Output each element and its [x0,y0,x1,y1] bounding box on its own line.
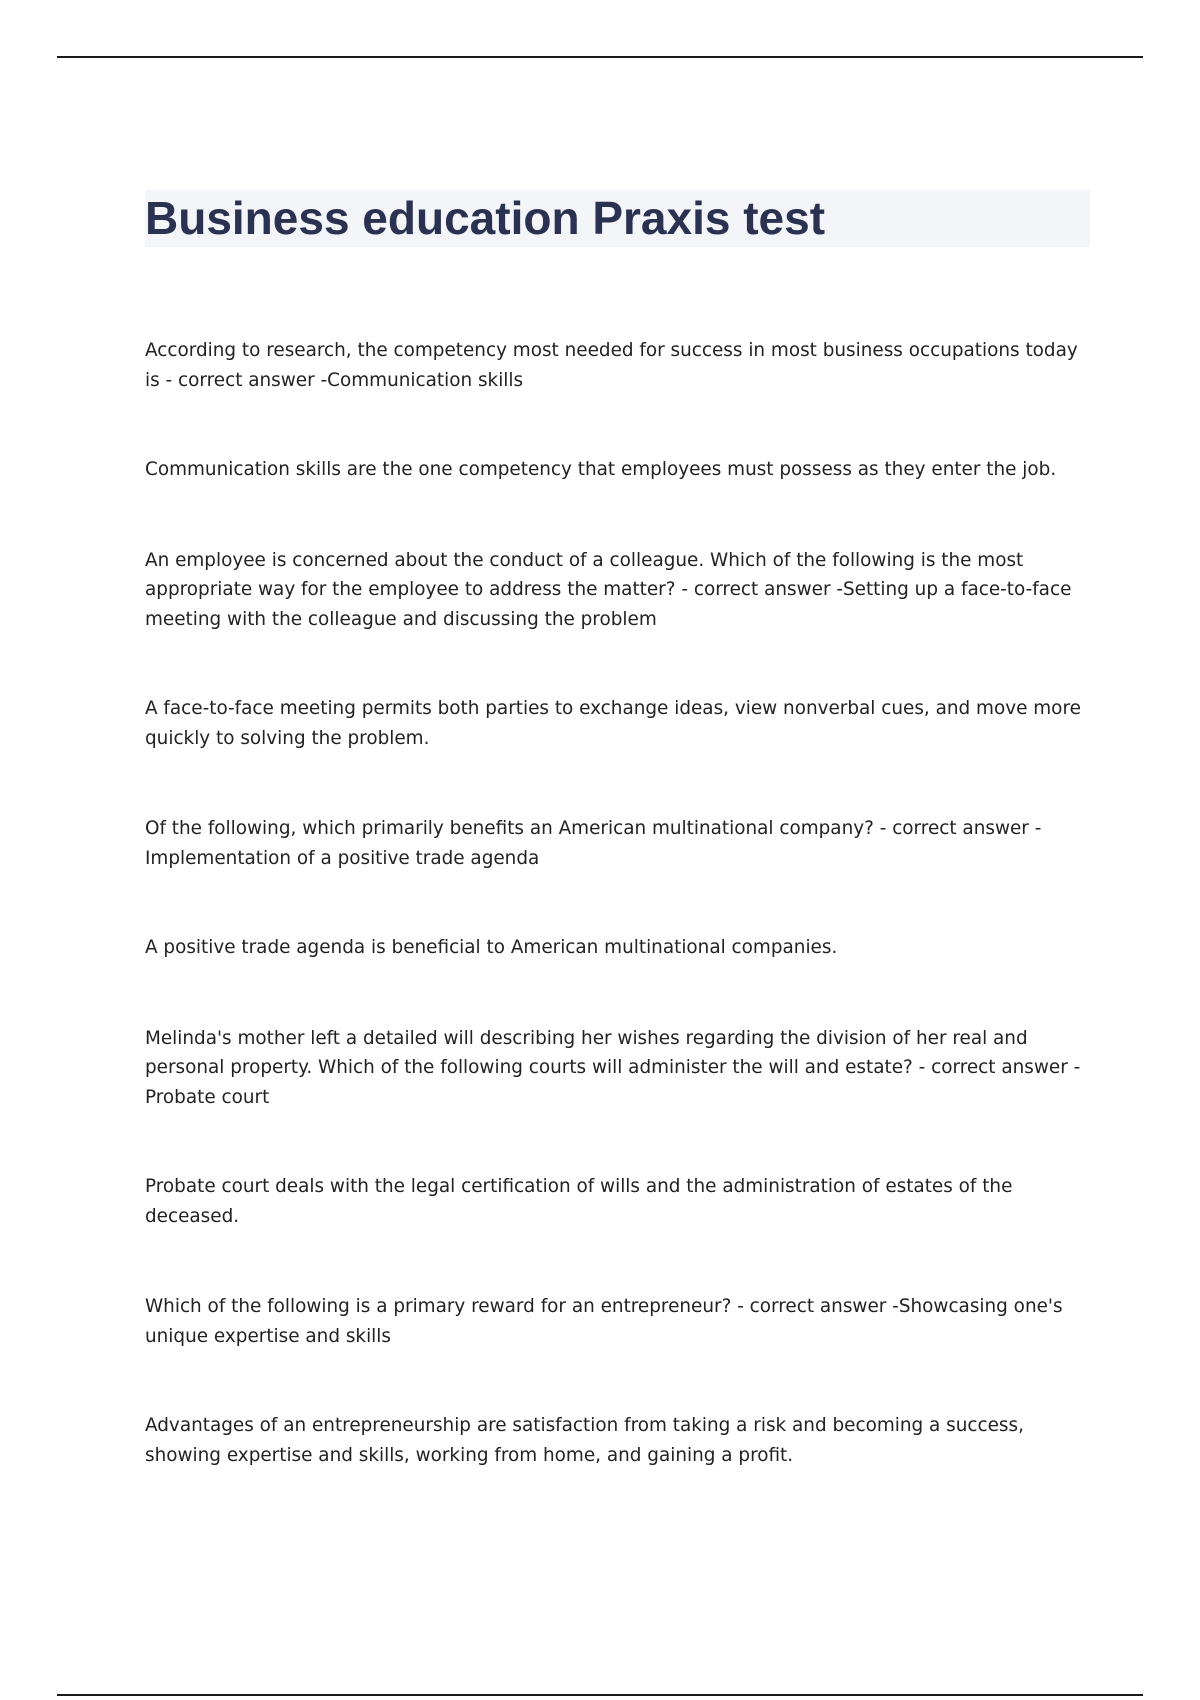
explanation-1: Communication skills are the one competency that employees must possess as they enter the job. [145,459,1057,480]
explanation-4: Probate court deals with the legal certification of wills and the administration of estates of the deceased. [145,1176,1013,1227]
question-2: An employee is concerned about the conduct of a colleague. Which of the following is the most appropriate way for the employee to address the matter? - correct answer -Setting up a face-to-face meeting with the colleague and discussing the problem [145,549,1072,630]
qa-list [145,336,1090,1531]
explanation-2: A face-to-face meeting permits both parties to exchange ideas, view nonverbal cues, and move more quickly to solving the problem. [145,698,1081,749]
top-divider [57,56,1143,58]
question-3: Of the following, which primarily benefits an American multinational company? - correct answer -Implementation of a positive trade agenda [145,818,1042,869]
question-5: Which of the following is a primary reward for an entrepreneur? - correct answer -Showcasing one's unique expertise and skills [145,1296,1063,1347]
question-1: According to research, the competency most needed for success in most business occupations today is - correct answer -Communication skills [145,340,1078,391]
explanation-5: Advantages of an entrepreneurship are satisfaction from taking a risk and becoming a success, showing expertise and skills, working from home, and gaining a profit. [145,1415,1024,1466]
page-title: Business education Praxis test [145,192,826,244]
bottom-divider [57,1694,1143,1696]
explanation-3: A positive trade agenda is beneficial to American multinational companies. [145,937,838,958]
question-4: Melinda's mother left a detailed will describing her wishes regarding the division of her real and personal property. Which of the following courts will administer the will and estate? - correct answer -Probate court [145,1027,1081,1108]
